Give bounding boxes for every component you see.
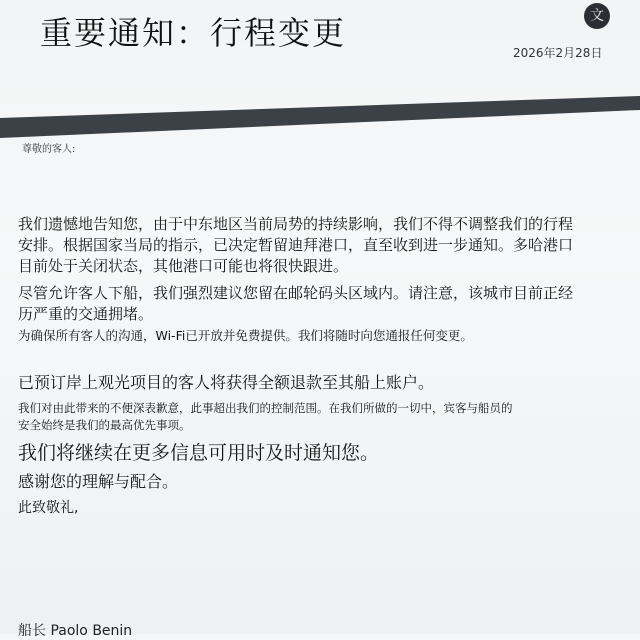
- paragraph-updates: 我们将继续在更多信息可用时及时通知您。: [18, 442, 380, 464]
- paragraph-line: 安全始终是我们的最高优先事项。: [18, 418, 191, 432]
- paragraph-line: 历严重的交通拥堵。: [18, 305, 154, 323]
- salutation: 尊敬的客人:: [22, 144, 76, 155]
- notice-date: 2026年2月28日: [513, 46, 603, 60]
- header-divider-band: [0, 96, 640, 138]
- paragraph-line: 我们对由此带来的不便深表歉意，此事超出我们的控制范围。在我们所做的一切中，宾客与船员的: [18, 401, 513, 415]
- paragraph-thanks: 感谢您的理解与配合。: [18, 472, 179, 491]
- stamp-logo-icon: 文: [584, 3, 610, 29]
- paragraph-line: 我们遗憾地告知您，由于中东地区当前局势的持续影响，我们不得不调整我们的行程: [18, 215, 574, 233]
- notice-title: 重要通知：行程变更: [40, 14, 347, 52]
- paragraph-line: 尽管允许客人下船，我们强烈建议您留在邮轮码头区域内。请注意，该城市目前正经: [18, 284, 574, 302]
- paragraph-apology: [18, 400, 513, 434]
- signature: 船长 Paolo Benin: [18, 623, 133, 639]
- paragraph-line: 安排。根据国家当局的指示，已决定暂留迪拜港口，直至收到进一步通知。多哈港口: [18, 236, 574, 254]
- closing: 此致敬礼,: [18, 500, 79, 516]
- paragraph-line: 目前处于关闭状态，其他港口可能也将很快跟进。: [18, 257, 349, 275]
- paragraph-wifi: 为确保所有客人的沟通，Wi-Fi已开放并免费提供。我们将随时向您通报任何变更。: [18, 328, 473, 343]
- paragraph-disembark-advice: [18, 283, 573, 325]
- paragraph-route-change: [18, 214, 573, 277]
- paragraph-refund: 已预订岸上观光项目的客人将获得全额退款至其船上账户。: [18, 373, 435, 392]
